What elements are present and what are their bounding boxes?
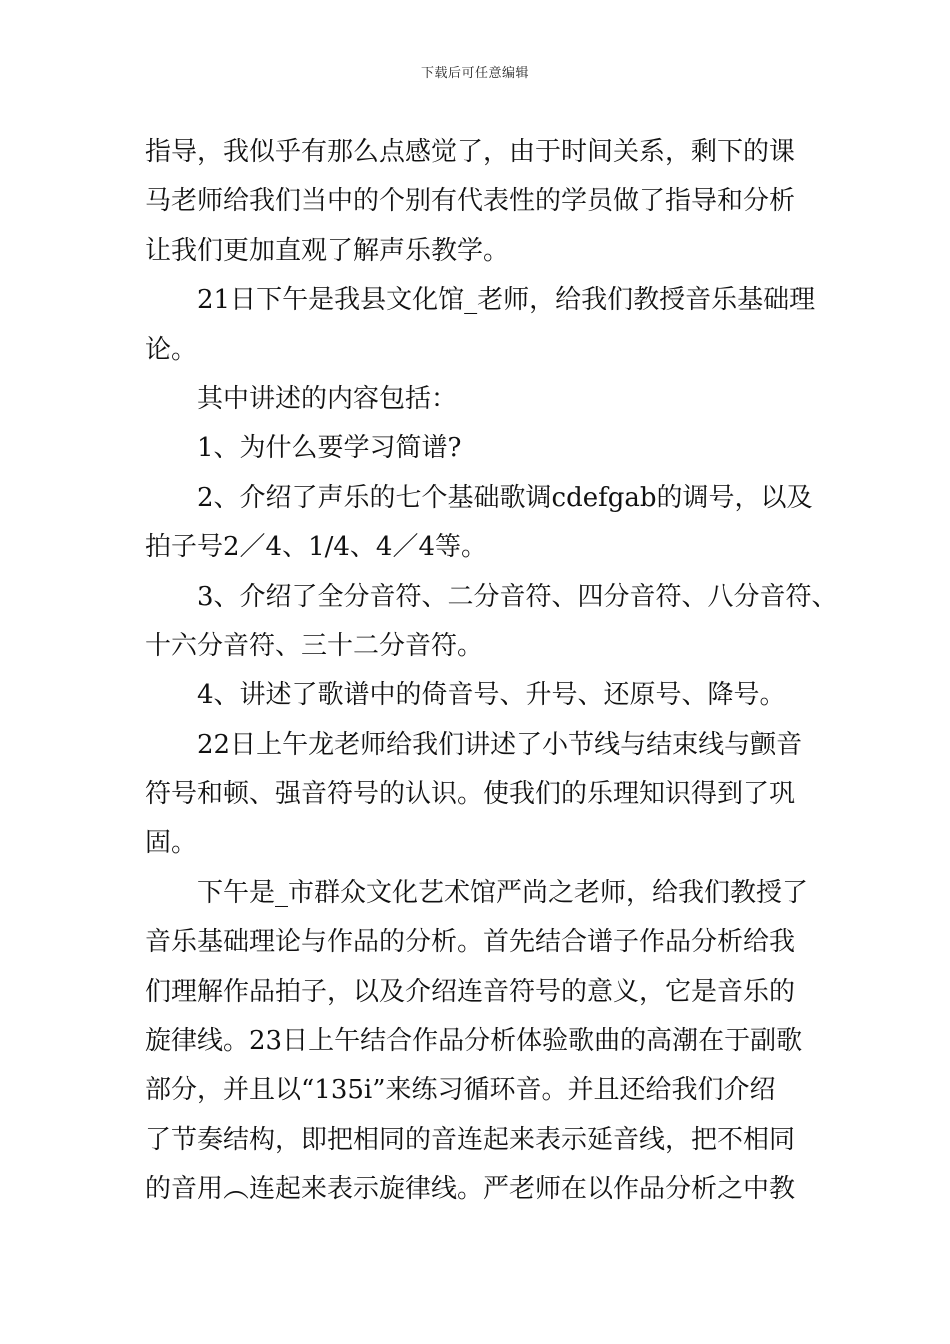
text-line: 符号和顿、强音符号的认识。使我们的乐理知识得到了巩 <box>145 779 796 810</box>
text-line: 旋律线。23日上午结合作品分析体验歌曲的高潮在于副歌 <box>145 1026 803 1057</box>
text-line: 们理解作品拍子，以及介绍连音符号的意义，它是音乐的 <box>145 976 796 1007</box>
text-line: 了节奏结构，即把相同的音连起来表示延音线，把不相同 <box>145 1124 796 1155</box>
list-item-line: 4、讲述了歌谱中的倚音号、升号、还原号、降号。 <box>197 680 786 711</box>
list-item-line: 2、介绍了声乐的七个基础歌调cdefgab的调号，以及 <box>197 482 813 513</box>
paragraph-start-line: 下午是_市群众文化艺术馆严尚之老师，给我们教授了 <box>197 877 809 908</box>
document-body <box>145 128 838 1215</box>
text-line: 固。 <box>145 828 198 859</box>
text-line: 部分，并且以“135i”来练习循环音。并且还给我们介绍 <box>145 1075 776 1106</box>
text-line: 让我们更加直观了解声乐教学。 <box>145 235 510 266</box>
text-line: 论。 <box>145 334 198 365</box>
page-header: 下载后可任意编辑 <box>420 66 529 81</box>
text-line: 指导，我似乎有那么点感觉了，由于时间关系，剩下的课 <box>145 137 796 167</box>
paragraph-start-line: 22日上午龙老师给我们讲述了小节线与结束线与颤音 <box>197 729 803 760</box>
text-line: 十六分音符、三十二分音符。 <box>145 630 484 661</box>
text-line: 的音用︵连起来表示旋律线。严老师在以作品分析之中教 <box>145 1174 796 1205</box>
text-line: 音乐基础理论与作品的分析。首先结合谱子作品分析给我 <box>145 927 796 958</box>
text-line: 拍子号2／4、1/4、4／4等。 <box>145 532 488 563</box>
text-line: 马老师给我们当中的个别有代表性的学员做了指导和分析 <box>145 186 796 217</box>
list-item-line: 1、为什么要学习简谱? <box>197 433 462 464</box>
paragraph-start-line: 其中讲述的内容包括： <box>197 383 458 414</box>
list-item-line: 3、介绍了全分音符、二分音符、四分音符、八分音符、 <box>197 581 838 612</box>
paragraph-start-line: 21日下午是我县文化馆_老师，给我们教授音乐基础理 <box>197 285 816 316</box>
